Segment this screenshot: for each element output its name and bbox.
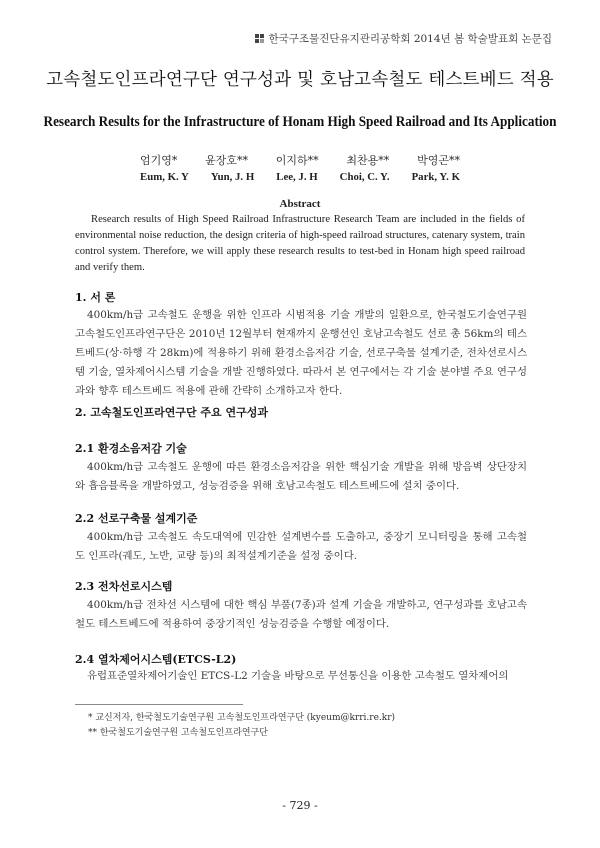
footnote-divider <box>75 704 243 705</box>
section-2-heading: 2. 고속철도인프라연구단 주요 연구성과 <box>75 406 268 419</box>
section-1-text: 400km/h급 고속철도 운행을 위한 인프라 시범적용 기술 개발의 일환으로, 한국철도기술연구원 고속철도인프라연구단은 2010년 12월부터 현재까지 운행선인 호남고속철도 선로 총 56km의 테스트베드(상·하행 각 28km)에 적용하기 위해 환경소음저감 기술, 선로구축물 설계기준, 전차선로시스템 기술, 열차제어시스템 기술을 개발 진행하였다. 따라서 본 연구에서는 각 기술 분야별 주요 연구성과와 향후 테스트베드 적용에 관해 간략히 소개하고자 한다. <box>75 309 527 397</box>
journal-name: 한국구조물진단유지관리공학회 2014년 봄 학술발표회 논문집 <box>268 33 552 45</box>
abstract-text: Research results of High Speed Railroad Infrastructure Research Team are included in the fields of environmental noise reduction, the design criteria of high-speed railroad structures, catenary system, train control system. Therefore, we will apply these research results to test-bed in Honam high speed railroad and verify them. <box>75 214 525 273</box>
section-2-2-text: 400km/h급 고속철도 속도대역에 민감한 설계변수를 도출하고, 중장기 모니터링을 통해 고속철도 인프라(궤도, 노반, 교량 등)의 최적설계기준을 설정 중이다. <box>75 531 527 562</box>
author-ko-5: 박영곤** <box>417 154 460 167</box>
title-english: Research Results for the Infrastructure of Honam High Speed Railroad and Its Application <box>43 114 557 130</box>
section-2-1-text: 400km/h급 고속철도 운행에 따른 환경소음저감을 위한 핵심기술 개발을 위해 방음벽 상단장치와 흡음블록을 개발하였고, 성능검증을 위해 호남고속철도 테스트베드에 설치 중이다. <box>75 461 527 492</box>
section-2-4-text: 유럽표준열차제어기술인 ETCS-L2 기술을 바탕으로 무선통신을 이용한 고속철도 열차제어의 <box>87 670 509 682</box>
footnote-2: ** 한국철도기술연구원 고속철도인프라연구단 <box>88 728 268 738</box>
section-2-1-heading: 2.1 환경소음저감 기술 <box>75 442 187 455</box>
author-ko-1: 엄기영* <box>140 154 178 167</box>
section-2-3-heading: 2.3 전차선로시스템 <box>75 580 173 593</box>
author-ko-4: 최찬용** <box>346 154 390 167</box>
authors-english <box>140 171 460 183</box>
section-1-heading: 1. 서 론 <box>75 291 116 304</box>
authors-korean <box>140 152 460 168</box>
footnote-1: * 교신저자, 한국철도기술연구원 고속철도인프라연구단 (kyeum@krri.re.kr) <box>88 713 396 723</box>
title-korean: 고속철도인프라연구단 연구성과 및 호남고속철도 테스트베드 적용 <box>46 70 554 90</box>
section-2-4-heading: 2.4 열차제어시스템(ETCS-L2) <box>75 653 237 666</box>
page-number: - 729 - <box>282 799 318 812</box>
journal-header <box>255 31 552 46</box>
author-en-4: Choi, C. Y. <box>339 171 390 183</box>
section-2-3-text: 400km/h급 전차선 시스템에 대한 핵심 부품(7종)과 설계 기술을 개발하고, 연구성과를 호남고속철도 테스트베드에 적용하여 중장기적인 성능검증을 수행할 예정이다. <box>75 599 527 630</box>
author-ko-3: 이지하** <box>275 154 319 167</box>
section-2-2-heading: 2.2 선로구축물 설계기준 <box>75 512 198 525</box>
author-en-2: Yun, J. H <box>210 171 255 183</box>
author-en-5: Park, Y. K <box>411 171 460 183</box>
author-en-1: Eum, K. Y <box>140 171 189 183</box>
journal-logo-icon <box>255 34 264 43</box>
abstract-heading: Abstract <box>279 198 321 210</box>
author-en-3: Lee, J. H <box>276 171 318 183</box>
author-ko-2: 윤장호** <box>205 154 249 167</box>
